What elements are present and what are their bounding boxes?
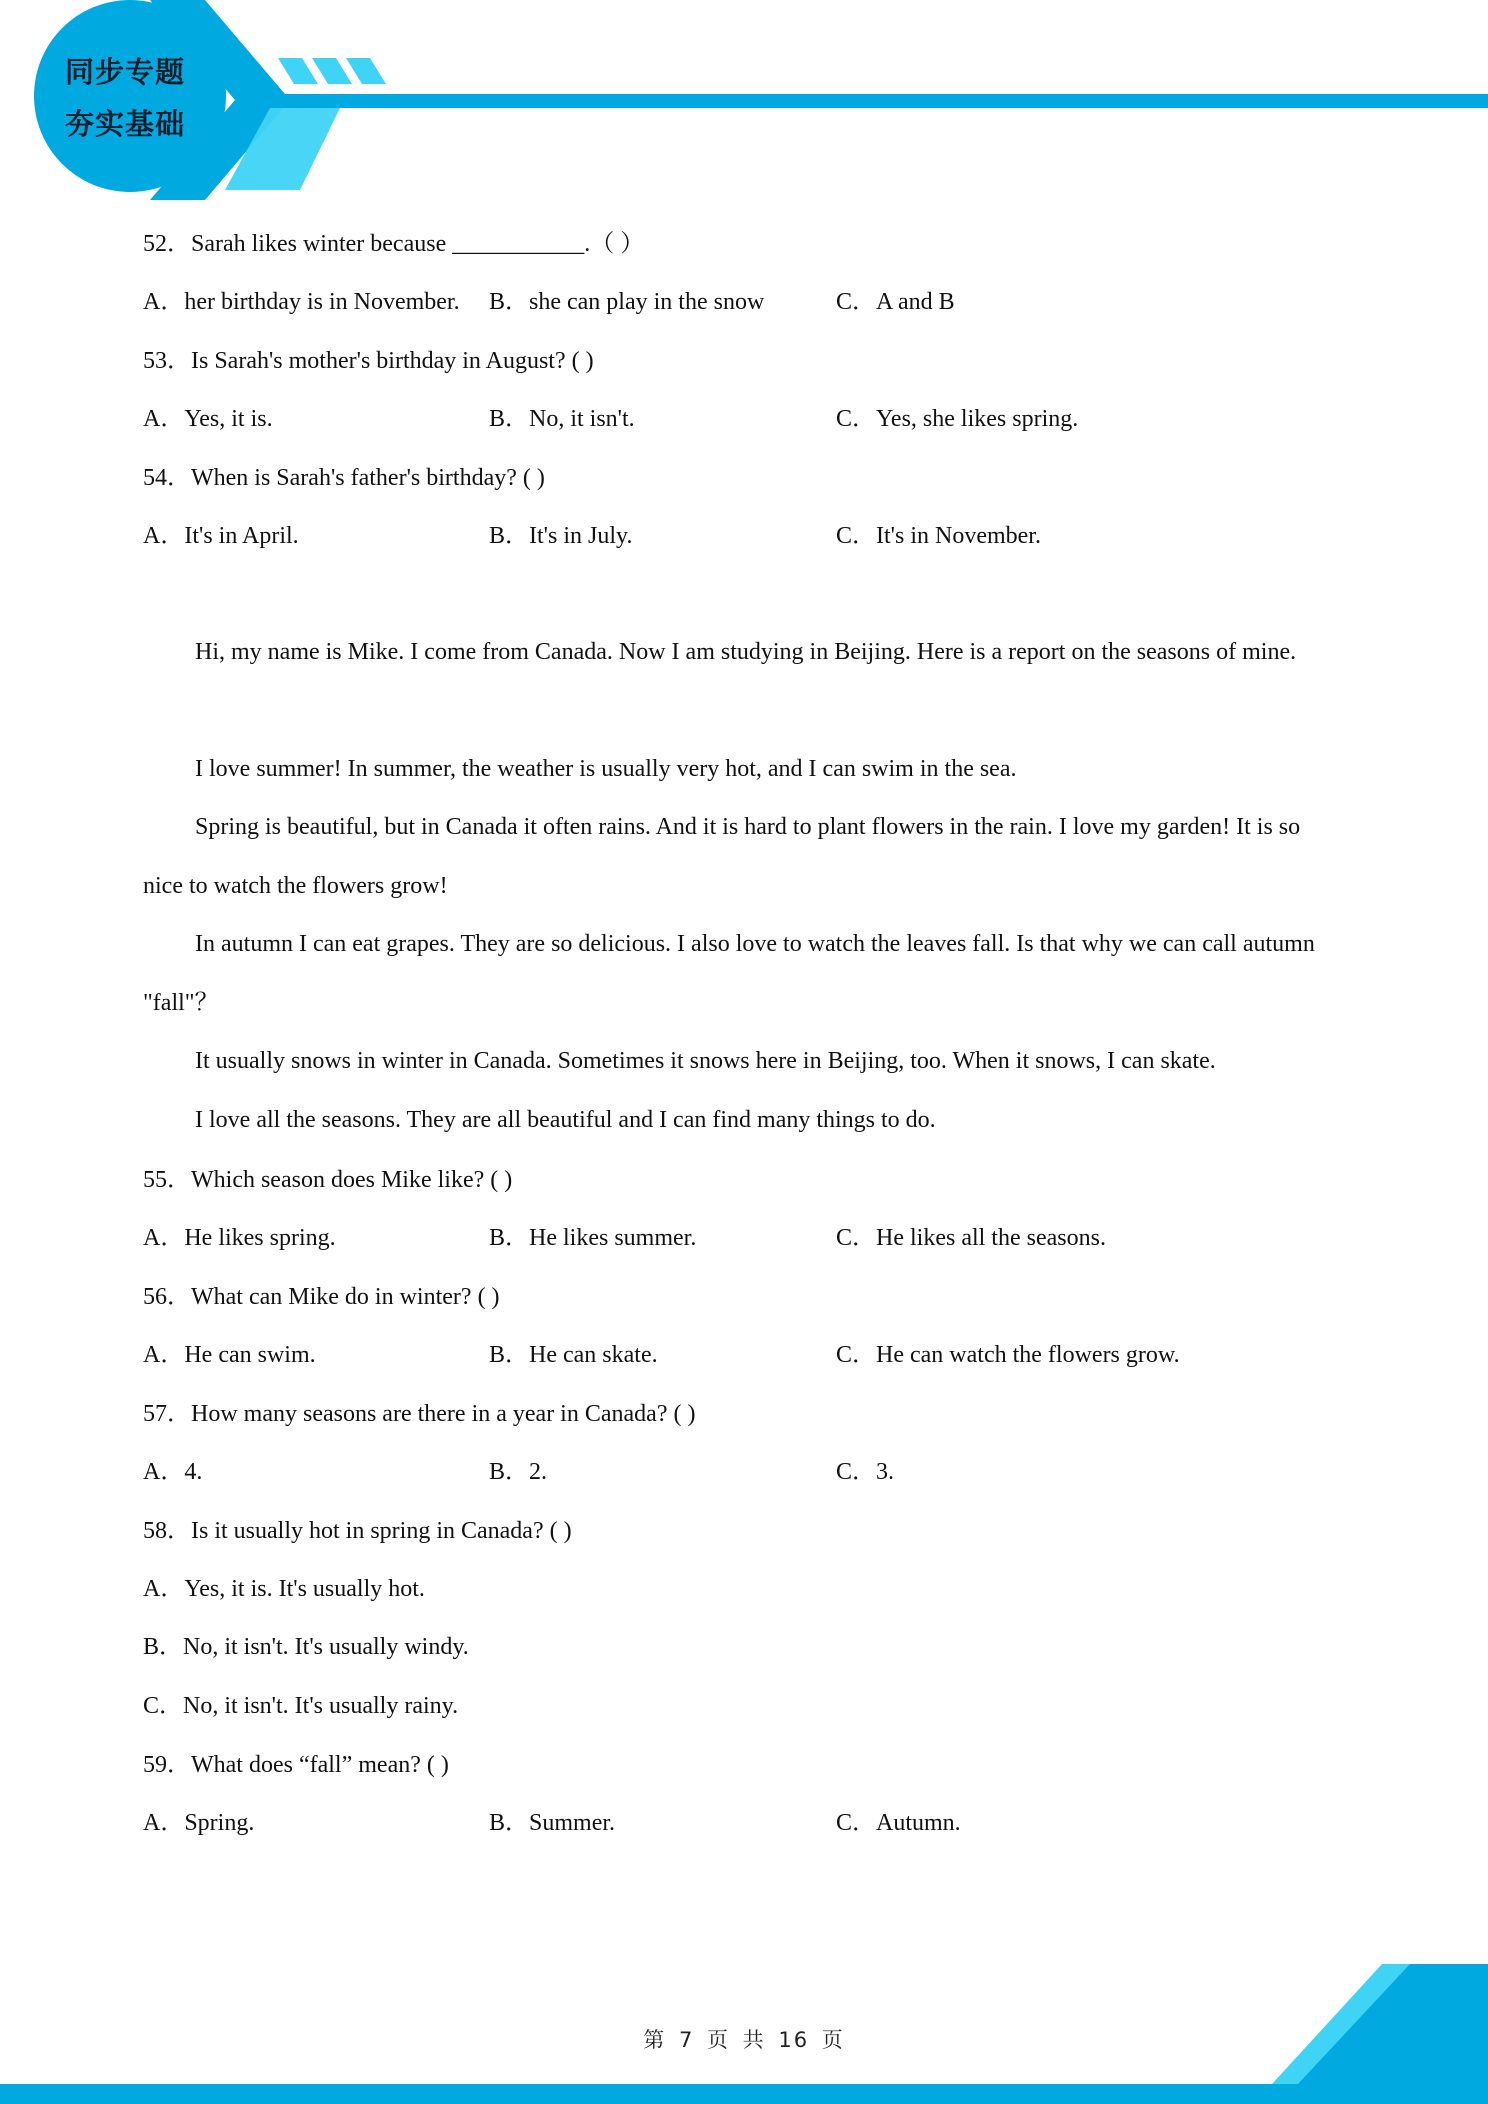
q55-option-a: A．He likes spring. bbox=[143, 1225, 336, 1251]
q55-option-b: B．He likes summer. bbox=[489, 1225, 697, 1251]
badge-line-2: 夯实基础 bbox=[64, 107, 185, 141]
passage-paragraph-1: Hi, my name is Mike. I come from Canada. Now I am studying in Beijing. Here is a report on the seasons of mine. bbox=[195, 639, 1297, 665]
q53-option-b: B．No, it isn't. bbox=[489, 406, 635, 432]
q52-option-a: A．her birthday is in November. bbox=[143, 289, 460, 315]
question-53: 53．Is Sarah's mother's birthday in August? ( ) bbox=[143, 348, 594, 374]
badge-line-1: 同步专题 bbox=[64, 55, 185, 89]
q56-option-a: A．He can swim. bbox=[143, 1342, 316, 1368]
passage-paragraph-5: It usually snows in winter in Canada. Sometimes it snows here in Beijing, too. When it snows, I can skate. bbox=[195, 1048, 1216, 1074]
passage-paragraph-3: Spring is beautiful, but in Canada it often rains. And it is hard to plant flowers in the rain. I love my garden! It is so nice to watch the flowers grow! bbox=[143, 814, 1301, 899]
q54-option-c: C．It's in November. bbox=[836, 523, 1041, 549]
header-tab-1 bbox=[278, 58, 318, 84]
q58-option-b: B．No, it isn't. It's usually windy. bbox=[143, 1634, 469, 1660]
question-59: 59．What does “fall” mean? ( ) bbox=[143, 1752, 449, 1778]
q54-option-b: B．It's in July. bbox=[489, 523, 633, 549]
q59-option-a: A．Spring. bbox=[143, 1810, 255, 1836]
header-stripe bbox=[270, 94, 1488, 108]
page-number: 第 7 页 共 16 页 bbox=[643, 2028, 845, 2052]
q56-option-c: C．He can watch the flowers grow. bbox=[836, 1342, 1180, 1368]
q53-option-a: A．Yes, it is. bbox=[143, 406, 273, 432]
q52-option-c: C．A and B bbox=[836, 289, 955, 315]
header-badge bbox=[36, 46, 214, 150]
q59-option-c: C．Autumn. bbox=[836, 1810, 961, 1836]
question-56: 56．What can Mike do in winter? ( ) bbox=[143, 1284, 500, 1310]
passage-paragraph-6: I love all the seasons. They are all beautiful and I can find many things to do. bbox=[195, 1107, 936, 1133]
question-54: 54．When is Sarah's father's birthday? ( ) bbox=[143, 465, 545, 491]
passage-paragraph-4: In autumn I can eat grapes. They are so delicious. I also love to watch the leaves fall. Is that why we can call autumn "fall"？ bbox=[143, 931, 1315, 1016]
header-tab-3 bbox=[346, 58, 386, 84]
q52-option-b: B．she can play in the snow bbox=[489, 289, 765, 315]
question-57: 57．How many seasons are there in a year in Canada? ( ) bbox=[143, 1401, 696, 1427]
q59-option-b: B．Summer. bbox=[489, 1810, 616, 1836]
q55-option-c: C．He likes all the seasons. bbox=[836, 1225, 1106, 1251]
header-banner bbox=[0, 0, 1488, 200]
q56-option-b: B．He can skate. bbox=[489, 1342, 658, 1368]
passage-paragraph-2: I love summer! In summer, the weather is usually very hot, and I can swim in the sea. bbox=[195, 756, 1017, 782]
footer-stripe bbox=[0, 2084, 1488, 2104]
q57-option-c: C．3. bbox=[836, 1459, 895, 1485]
q57-option-a: A．4. bbox=[143, 1459, 203, 1485]
q57-option-b: B．2. bbox=[489, 1459, 548, 1485]
q58-option-a: A．Yes, it is. It's usually hot. bbox=[143, 1576, 425, 1602]
question-58: 58．Is it usually hot in spring in Canada? ( ) bbox=[143, 1518, 572, 1544]
q53-option-c: C．Yes, she likes spring. bbox=[836, 406, 1079, 432]
q58-option-c: C．No, it isn't. It's usually rainy. bbox=[143, 1693, 459, 1719]
question-52: 52．Sarah likes winter because ___________.（ ） bbox=[143, 231, 645, 257]
q54-option-a: A．It's in April. bbox=[143, 523, 299, 549]
header-tab-2 bbox=[312, 58, 352, 84]
question-55: 55．Which season does Mike like? ( ) bbox=[143, 1167, 513, 1193]
